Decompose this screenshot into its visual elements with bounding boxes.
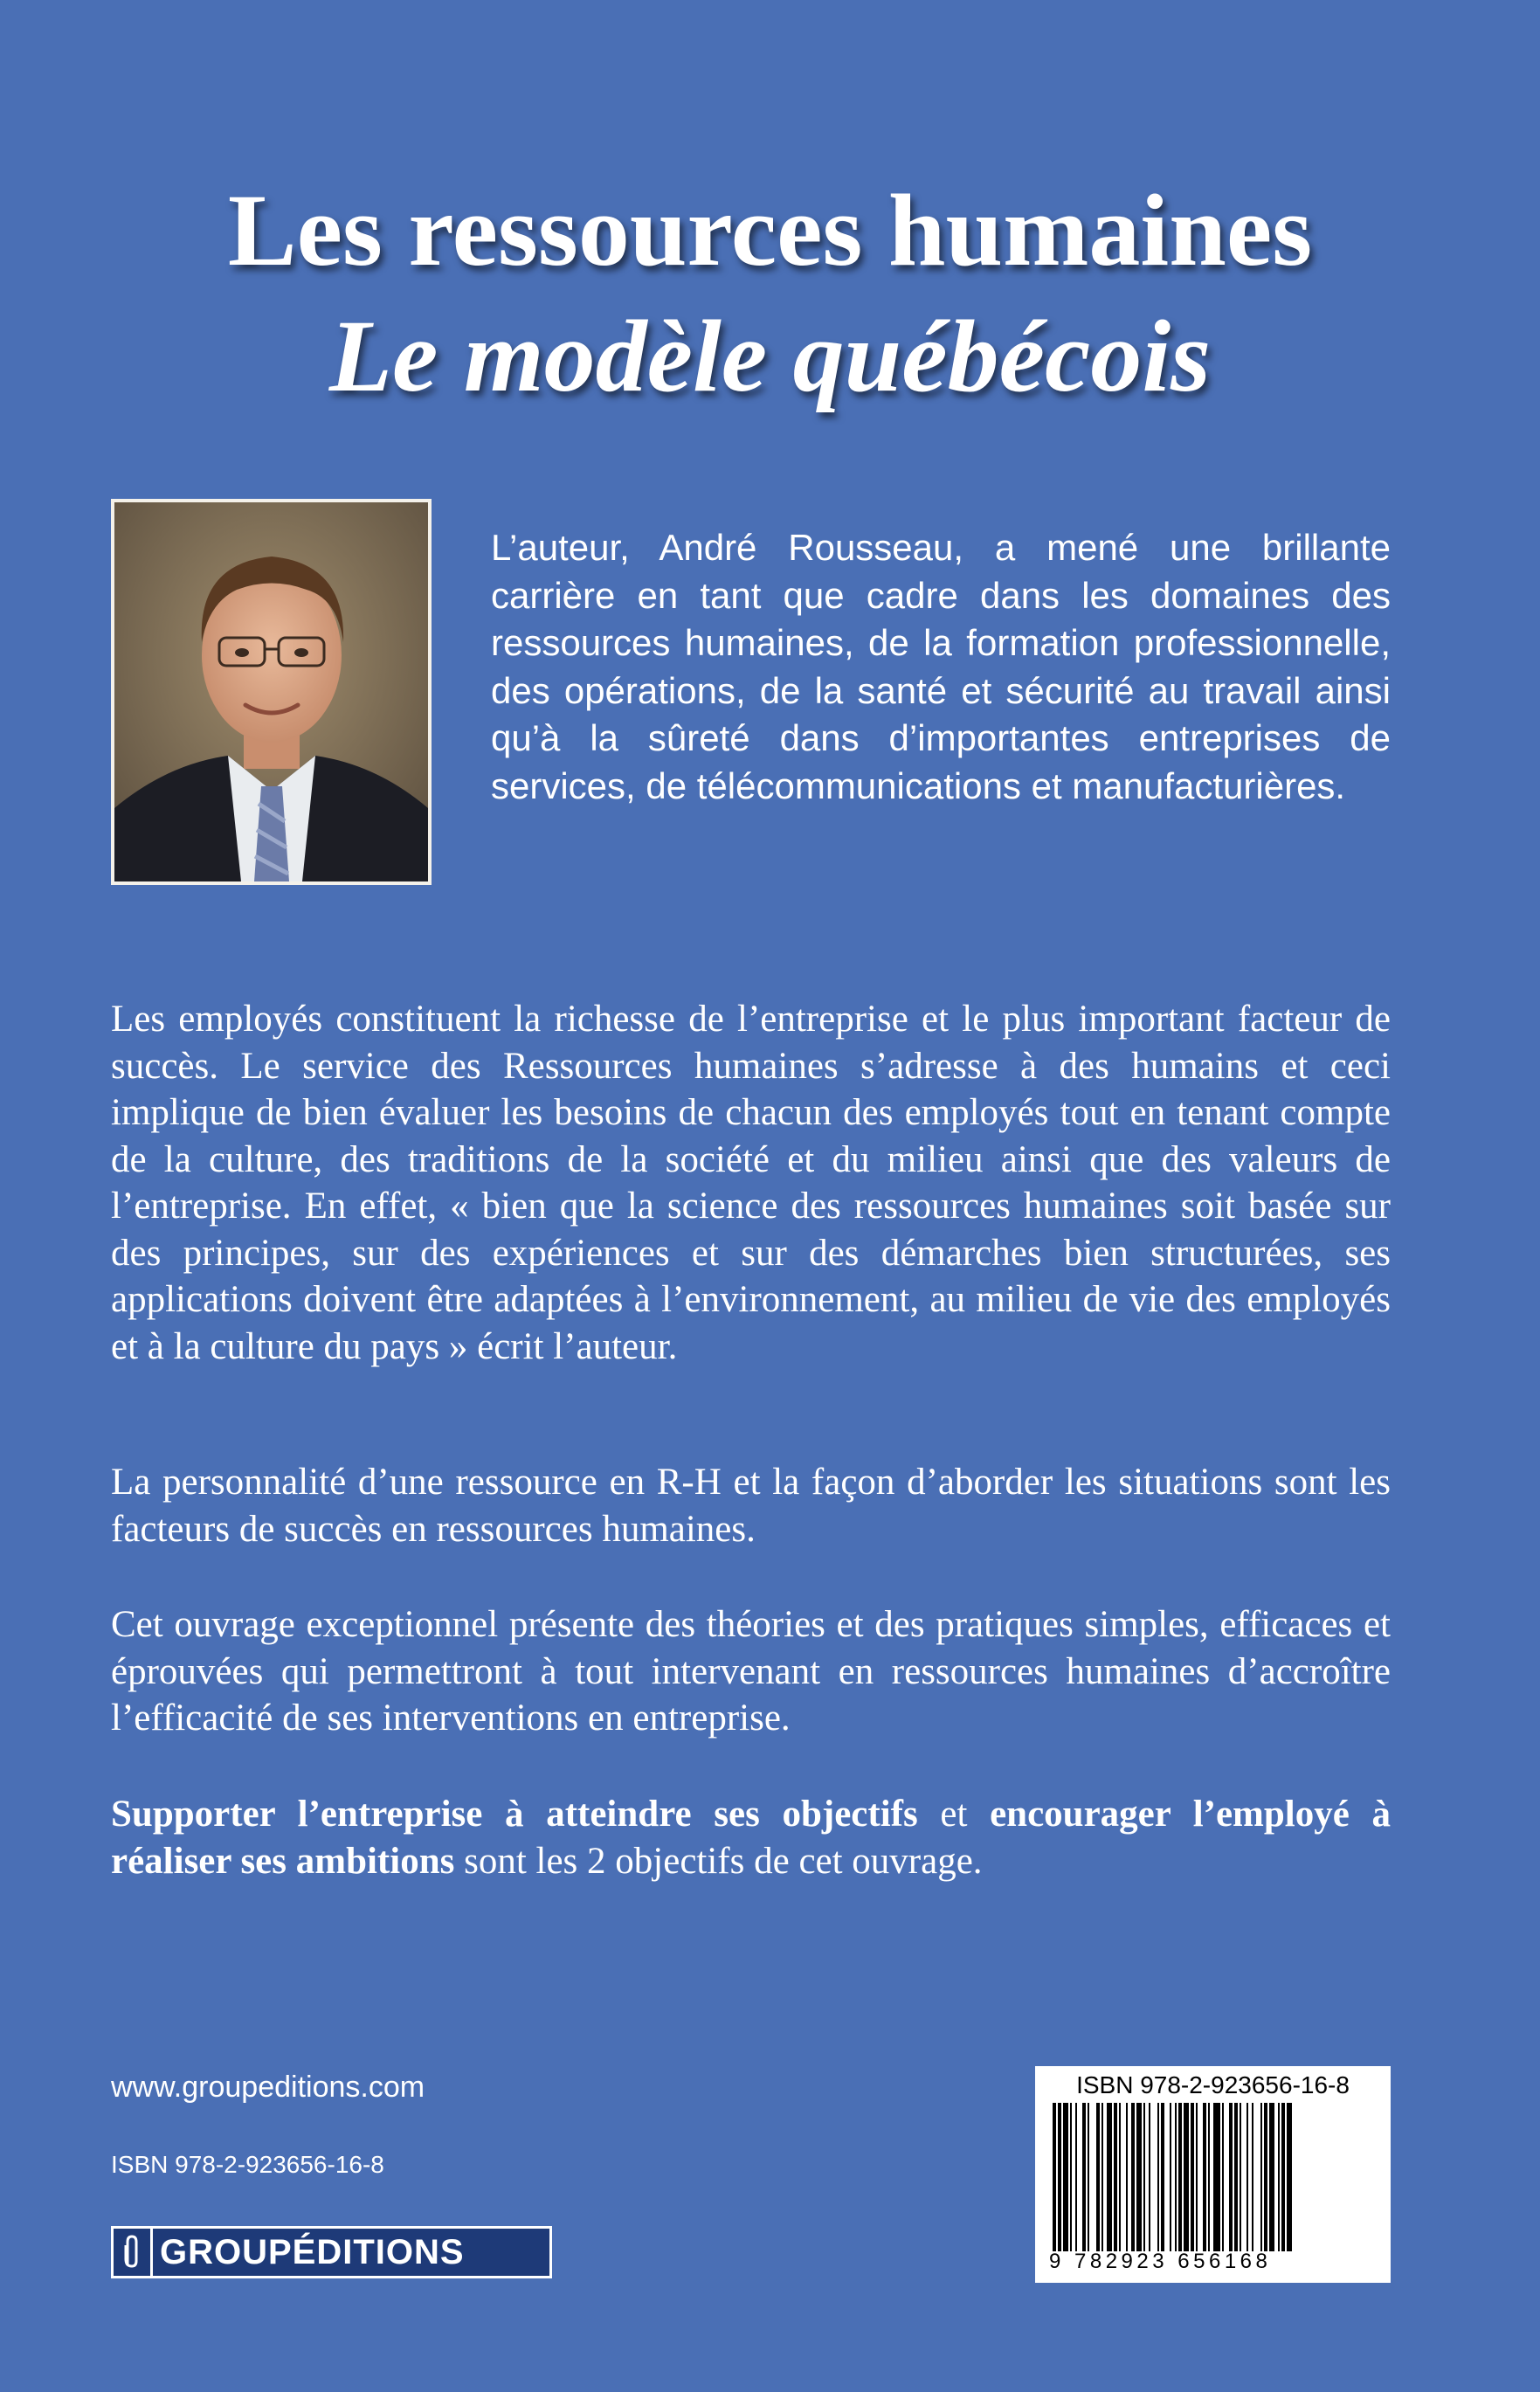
- barcode-bar: [1096, 2103, 1100, 2251]
- objective-end: sont les 2 objectifs de cet ouvrage.: [454, 1840, 983, 1882]
- barcode-bar: [1229, 2103, 1233, 2251]
- barcode-bar: [1196, 2103, 1198, 2251]
- barcode-bar: [1119, 2103, 1121, 2251]
- publisher-name: GROUPÉDITIONS: [153, 2229, 549, 2276]
- barcode-bar: [1149, 2103, 1150, 2251]
- barcode-bar: [1234, 2103, 1238, 2251]
- barcode-bar: [1252, 2103, 1253, 2251]
- barcode-bar: [1247, 2103, 1248, 2251]
- publisher-logo: [111, 2226, 552, 2278]
- book-title: Les ressources humaines: [227, 173, 1313, 287]
- barcode-isbn: ISBN 978-2-923656-16-8: [1076, 2071, 1350, 2098]
- paragraph-work: [111, 1601, 1391, 1742]
- barcode-bar: [1088, 2103, 1089, 2251]
- paragraph-intro: [111, 996, 1391, 1370]
- barcode-bar: [1063, 2103, 1068, 2251]
- barcode-bar: [1287, 2103, 1292, 2251]
- barcode-bars: [1049, 2103, 1377, 2251]
- barcode-bar: [1178, 2103, 1182, 2251]
- objective-connector: et: [917, 1794, 991, 1835]
- barcode-bar: [1260, 2103, 1262, 2251]
- paperclip-icon: [114, 2229, 150, 2276]
- isbn-barcode: [1035, 2066, 1391, 2283]
- objective-1: Supporter l’entreprise à atteindre ses objectifs: [111, 1794, 918, 1835]
- barcode-bar: [1161, 2103, 1164, 2251]
- barcode-bar: [1203, 2103, 1206, 2251]
- barcode-bar: [1157, 2103, 1159, 2251]
- barcode-bar: [1107, 2103, 1112, 2251]
- barcode-bar: [1070, 2103, 1072, 2251]
- barcode-bar: [1136, 2103, 1142, 2251]
- paragraph-text: Cet ouvrage exceptionnel présente des théories et des pratiques simples, efficaces et éprouvées qui permettront à tout intervenant en ressources humaines d’accroître l’efficacité de ses interventions en entreprise.: [111, 1604, 1391, 1739]
- barcode-bar: [1213, 2103, 1220, 2251]
- author-bio: L’auteur, André Rousseau, a mené une brillante carrière en tant que cadre dans les domaines des ressources humaines, de la formation professionnelle, des opérations, de la santé et sécurité au travail ainsi qu’à la sûreté dans d’importantes entreprises de services, de télécommunications et manufacturières.: [491, 527, 1391, 806]
- barcode-bar: [1058, 2103, 1061, 2251]
- barcode-bar: [1101, 2103, 1103, 2251]
- paragraph-personality: [111, 1459, 1391, 1552]
- barcode-bar: [1222, 2103, 1224, 2251]
- barcode-bar: [1269, 2103, 1274, 2251]
- barcode-bar: [1126, 2103, 1128, 2251]
- barcode-bar: [1184, 2103, 1189, 2251]
- barcode-bar: [1281, 2103, 1285, 2251]
- barcode-bar: [1264, 2103, 1267, 2251]
- author-photo: [111, 499, 432, 885]
- title-block: [0, 173, 1540, 413]
- barcode-bar: [1191, 2103, 1194, 2251]
- barcode-bar: [1240, 2103, 1241, 2251]
- isbn-label: ISBN 978-2-923656-16-8: [111, 2151, 384, 2178]
- book-subtitle: Le modèle québécois: [328, 299, 1212, 413]
- publisher-website: www.groupeditions.com: [111, 2071, 425, 2104]
- barcode-digits: 9 782923 656168: [1049, 2250, 1272, 2273]
- barcode-bar: [1143, 2103, 1145, 2251]
- paragraph-text: La personnalité d’une ressource en R-H et la façon d’aborder les situations sont les facteurs de succès en ressources humaines.: [111, 1462, 1391, 1550]
- barcode-bar: [1082, 2103, 1086, 2251]
- barcode-bar: [1114, 2103, 1117, 2251]
- barcode-bar: [1170, 2103, 1171, 2251]
- author-portrait-icon: [114, 502, 428, 881]
- barcode-bar: [1208, 2103, 1210, 2251]
- barcode-bar: [1053, 2103, 1056, 2251]
- barcode-bar: [1075, 2103, 1077, 2251]
- paragraph-objectives: [111, 1791, 1391, 1884]
- barcode-bar: [1131, 2103, 1135, 2251]
- barcode-bar: [1175, 2103, 1177, 2251]
- barcode-bar: [1278, 2103, 1280, 2251]
- objective-2: encourager l’employé à réaliser ses ambitions: [111, 1794, 1391, 1882]
- paragraph-text: Les employés constituent la richesse de l’entreprise et le plus important facteur de succès. Le service des Ressources humaines s’adresse à des humains et ceci implique de bien évaluer les besoins de chacun des employés tout en tenant compte de la culture, des traditions de la société et du milieu ainsi que des valeurs de l’entreprise. En effet, « bien que la science des ressources humaines soit basée sur des principes, sur des expériences et sur des démarches bien structurées, ses applications doivent être adaptées à l’environnement, au milieu de vie des employés et à la culture du pays » écrit l’auteur.: [111, 999, 1391, 1367]
